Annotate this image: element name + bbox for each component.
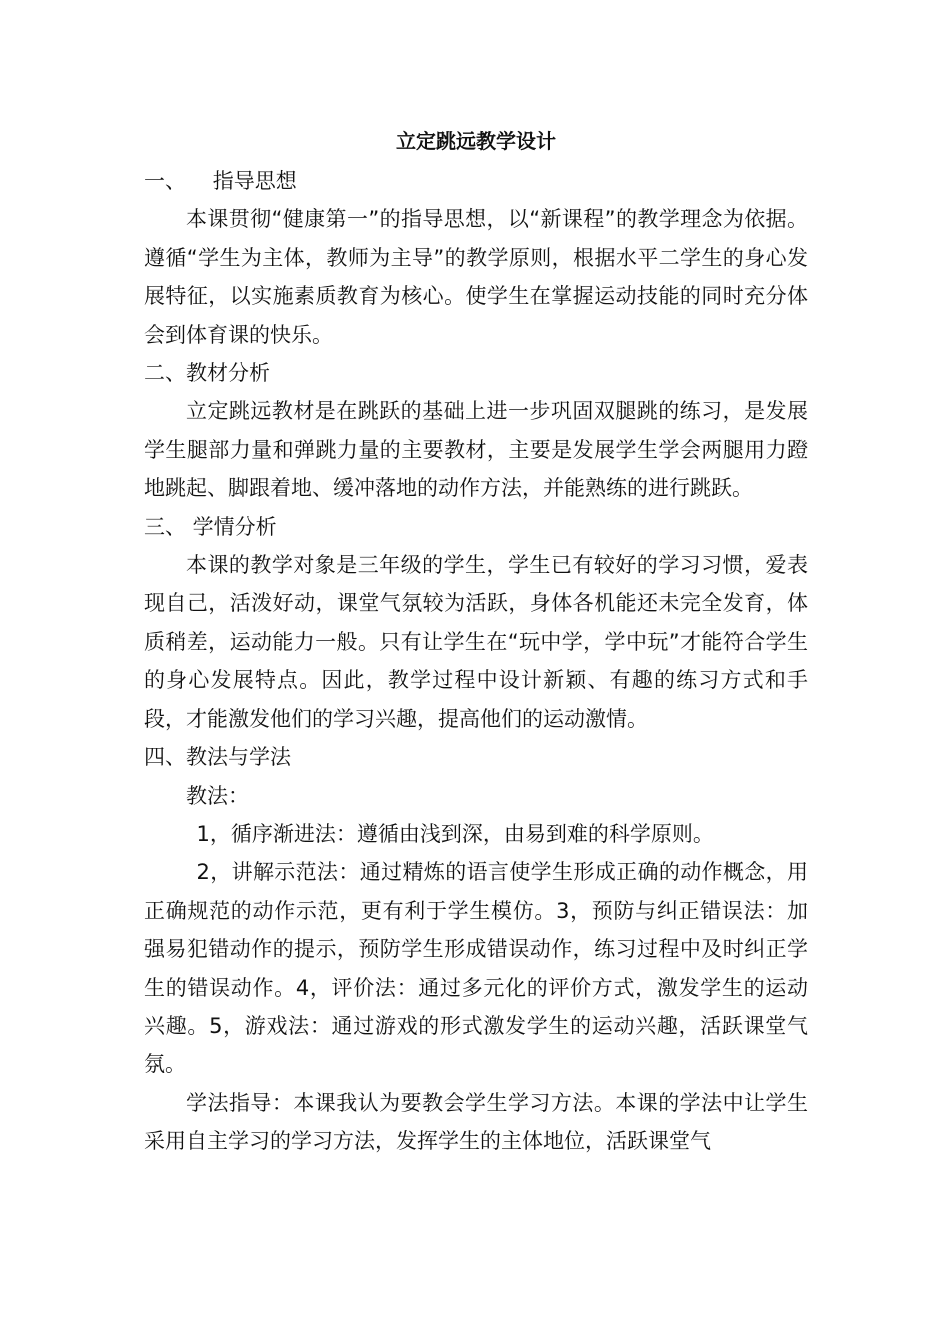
section-heading-material-analysis: 二、教材分析 bbox=[144, 361, 270, 386]
learner-analysis-paragraph: 本课的教学对象是三年级的学生，学生已有较好的学习习惯，爱表现自己，活泼好动，课堂气氛较为活跃，身体各机能还未完全发育，体质稍差，运动能力一般。只有让学生在“玩中学，学中玩”才能符合学生的身心发展特点。因此，教学过程中设计新颖、有趣的练习方式和手段，才能激发他们的学习兴趣，提高他们的运动激情。 bbox=[144, 553, 808, 731]
section-heading-learner-analysis: 三、 学情分析 bbox=[144, 514, 277, 539]
document-title: 立定跳远教学设计 bbox=[396, 129, 556, 153]
section-heading-guiding-ideology: 一、 指导思想 bbox=[144, 169, 297, 193]
teaching-method-1: 1，循序渐进法：遵循由浅到深，由易到难的科学原则。 bbox=[196, 821, 714, 846]
document-body bbox=[144, 124, 808, 1161]
teaching-method-2-to-5: 2，讲解示范法：通过精炼的语言使学生形成正确的动作概念，用正确规范的动作示范，更有利于学生模仿。3，预防与纠正错误法：加强易犯错动作的提示，预防学生形成错误动作，练习过程中及时纠正学生的错误动作。4，评价法：通过多元化的评价方式，激发学生的运动兴趣。5，游戏法：通过游戏的形式激发学生的运动兴趣，活跃课堂气氛。 bbox=[144, 860, 808, 1077]
teaching-methods-label: 教法： bbox=[186, 783, 249, 808]
material-analysis-paragraph: 立定跳远教材是在跳跃的基础上进一步巩固双腿跳的练习，是发展学生腿部力量和弹跳力量的主要教材，主要是发展学生学会两腿用力蹬地跳起、脚跟着地、缓冲落地的动作方法，并能熟练的进行跳跃。 bbox=[144, 399, 808, 501]
guiding-ideology-paragraph: 本课贯彻“健康第一”的指导思想，以“新课程”的教学理念为依据。遵循“学生为主体，教师为主导”的教学原则，根据水平二学生的身心发展特征，以实施素质教育为核心。使学生在掌握运动技能的同时充分体会到体育课的快乐。 bbox=[144, 207, 808, 347]
learning-guidance-paragraph: 学法指导：本课我认为要教会学生学习方法。本课的学法中让学生采用自主学习的学习方法，发挥学生的主体地位，活跃课堂气 bbox=[144, 1090, 808, 1154]
section-heading-methods: 四、教法与学法 bbox=[144, 745, 291, 770]
